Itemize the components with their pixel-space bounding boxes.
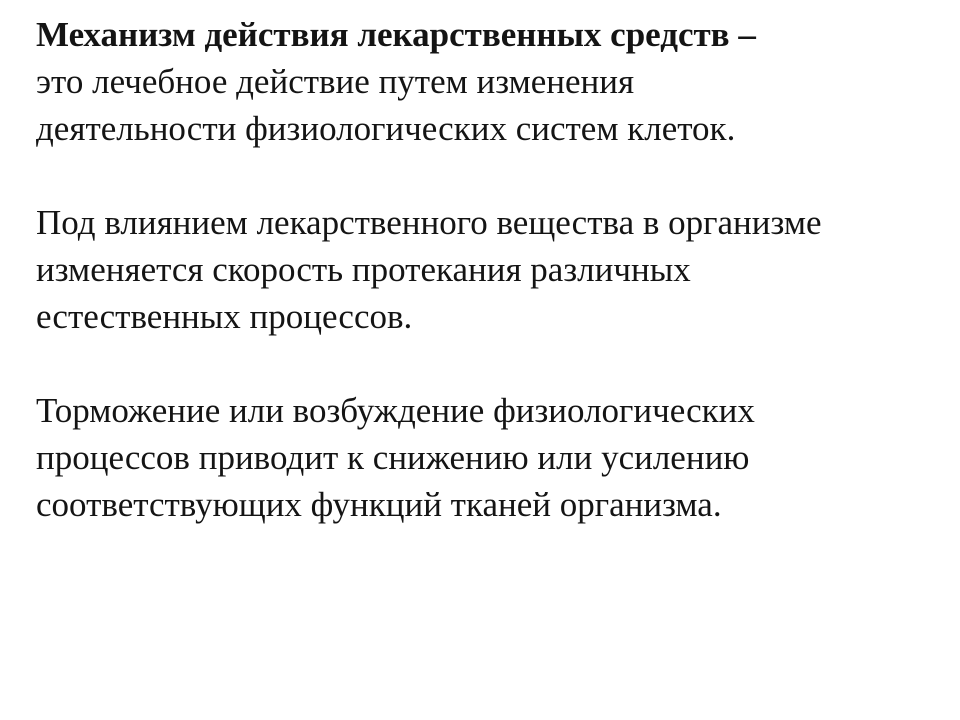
paragraph-influence <box>36 199 936 340</box>
effects-line-1: Торможение или возбуждение физиологических <box>36 391 755 430</box>
influence-line-3: естественных процессов. <box>36 297 413 336</box>
definition-line-2: это лечебное действие путем изменения <box>36 62 635 101</box>
definition-heading-line: Механизм действия лекарственных средств – <box>36 15 756 54</box>
paragraph-spacer <box>36 152 936 199</box>
effects-line-2: процессов приводит к снижению или усилению <box>36 438 750 477</box>
slide-text-body <box>36 11 936 528</box>
effects-line-3: соответствующих функций тканей организма. <box>36 485 722 524</box>
influence-line-2: изменяется скорость протекания различных <box>36 250 691 289</box>
influence-line-1: Под влиянием лекарственного вещества в организме <box>36 203 822 242</box>
paragraph-effects <box>36 387 936 528</box>
paragraph-spacer <box>36 340 936 387</box>
definition-line-3: деятельности физиологических систем клеток. <box>36 109 736 148</box>
paragraph-definition <box>36 11 936 152</box>
